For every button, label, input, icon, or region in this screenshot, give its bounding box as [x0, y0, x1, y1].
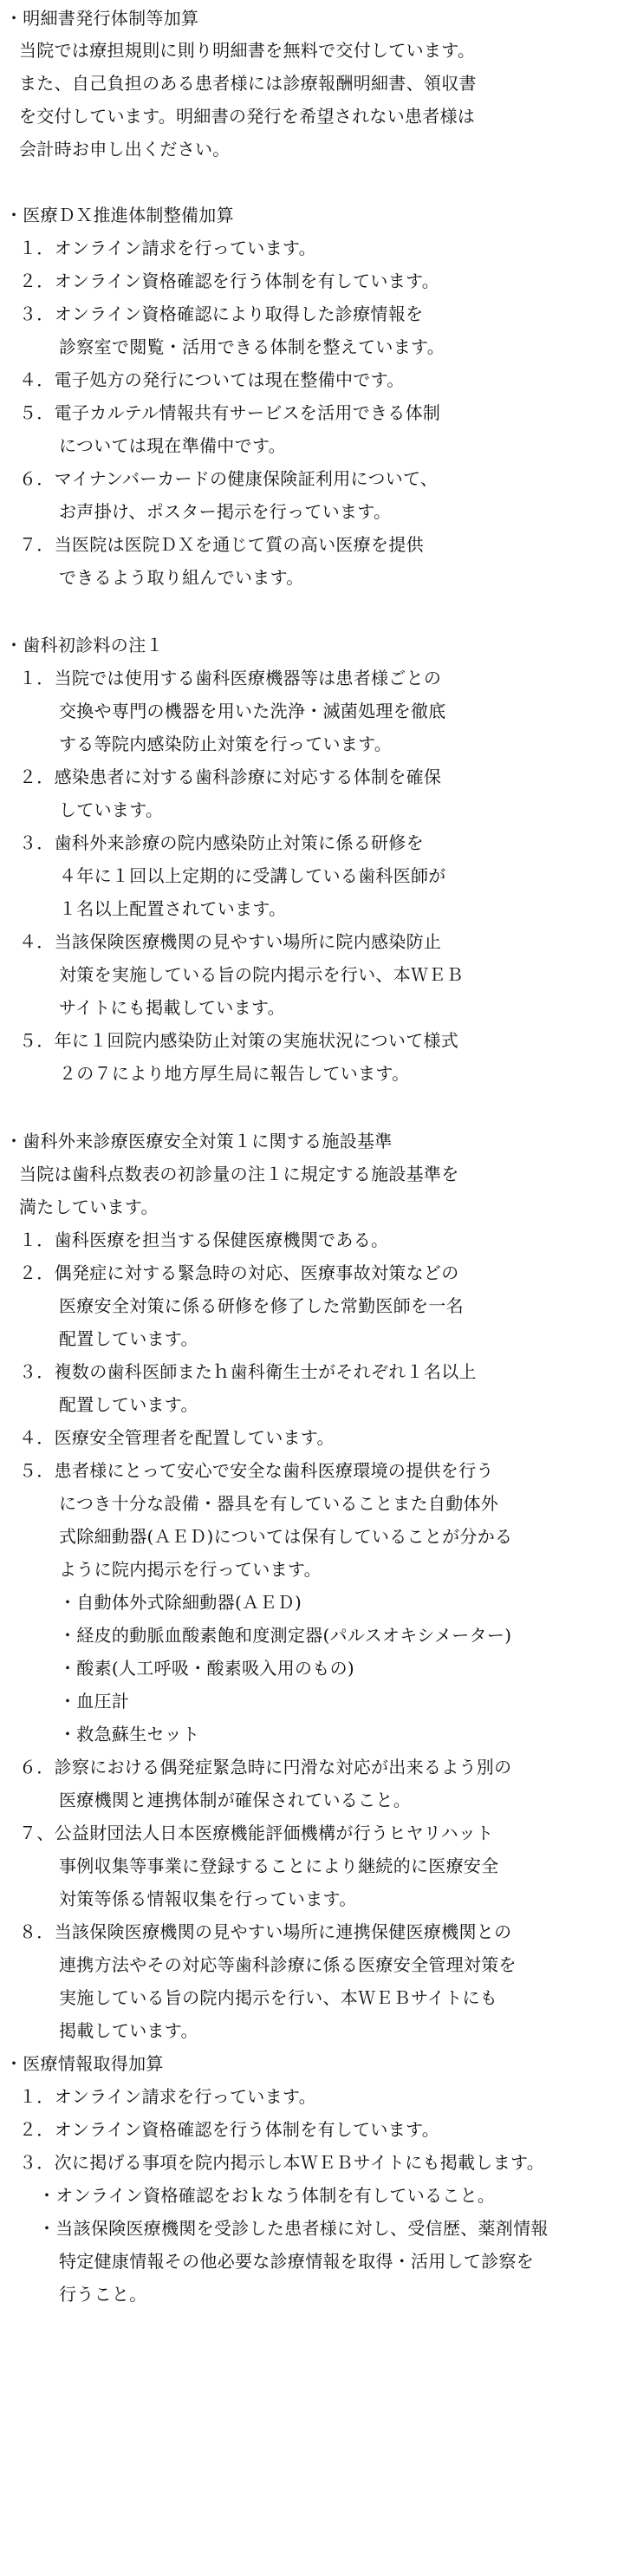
- list-item-continuation: 診察室で閲覧・活用できる体制を整えています。: [59, 336, 445, 357]
- text-line: また、自己負担のある患者様には診療報酬明細書、領収書: [19, 73, 477, 94]
- bullet-item: ・酸素(人工呼吸・酸素吸入用のもの): [59, 1658, 355, 1679]
- list-item: ４．当該保険医療機関の見やすい場所に院内感染防止: [19, 931, 442, 952]
- list-item: ３．複数の歯科医師またｈ歯科衛生士がそれぞれ１名以上: [19, 1361, 477, 1382]
- list-item-continuation: 対策等係る情報収集を行っています。: [59, 1888, 357, 1909]
- section-heading: ・歯科初診料の注１: [5, 635, 164, 655]
- bullet-item: ・オンライン資格確認をおｋなう体制を有していること。: [38, 2185, 496, 2206]
- list-item-continuation: 連携方法やその対応等歯科診療に係る医療安全管理対策を: [59, 1954, 517, 1975]
- text-line: 当院では療担規則に則り明細書を無料で交付しています。: [19, 40, 476, 61]
- list-item: ２．オンライン資格確認を行う体制を有しています。: [19, 271, 439, 291]
- list-item-continuation: １名以上配置されています。: [59, 898, 287, 919]
- text-line: を交付しています。明細書の発行を希望されない患者様は: [19, 106, 476, 127]
- list-item: １．歯科医療を担当する保健医療機関である。: [19, 1229, 389, 1250]
- list-item-continuation: 交換や専門の機器を用いた洗浄・滅菌処理を徹底: [59, 701, 446, 721]
- section-heading: ・医療情報取得加算: [5, 2053, 164, 2074]
- text-line: 満たしています。: [19, 1197, 159, 1217]
- list-item: ２．感染患者に対する歯科診療に対応する体制を確保: [19, 766, 442, 787]
- list-item-continuation: 掲載しています。: [59, 2020, 198, 2041]
- list-item: ２．オンライン資格確認を行う体制を有しています。: [19, 2119, 439, 2140]
- list-item: ５．患者様にとって安心で安全な歯科医療環境の提供を行う: [19, 1460, 494, 1481]
- section-heading: ・医療ＤＸ推進体制整備加算: [5, 205, 234, 225]
- list-item: ８．当該保険医療機関の見やすい場所に連携保健医療機関との: [19, 1921, 512, 1942]
- bullet-item: ・経皮的動脈血酸素飽和度測定器(パルスオキシメーター): [59, 1625, 512, 1646]
- text-line: 当院は歯科点数表の初診量の注１に規定する施設基準を: [19, 1164, 459, 1184]
- list-item: ２．偶発症に対する緊急時の対応、医療事故対策などの: [19, 1262, 459, 1283]
- section-heading: ・歯科外来診療医療安全対策１に関する施設基準: [5, 1131, 393, 1151]
- list-item: ７、公益財団法人日本医療機能評価機構が行うヒヤリハット: [19, 1823, 494, 1843]
- list-item: ３．次に掲げる事項を院内掲示し本ＷＥＢサイトにも掲載します。: [19, 2152, 544, 2173]
- list-item: １．オンライン請求を行っています。: [19, 238, 316, 258]
- list-item-continuation: サイトにも掲載しています。: [59, 997, 285, 1018]
- list-item-continuation: ように院内掲示を行っています。: [59, 1559, 322, 1580]
- list-item: ４．電子処方の発行については現在整備中です。: [19, 369, 405, 390]
- list-item-continuation: 実施している旨の院内掲示を行い、本ＷＥＢサイトにも: [59, 1987, 498, 2008]
- list-item-continuation: 医療安全対策に係る研修を修了した常勤医師を一名: [59, 1295, 464, 1316]
- list-item-continuation: 配置しています。: [59, 1328, 198, 1349]
- list-item-continuation: ２の７により地方厚生局に報告しています。: [59, 1063, 410, 1084]
- list-item: ６．診察における偶発症緊急時に円滑な対応が出来るよう別の: [19, 1757, 512, 1777]
- list-item-continuation: については現在準備中です。: [59, 435, 286, 456]
- list-item: ５．電子カルテル情報共有サービスを活用できる体制: [19, 402, 441, 423]
- list-item-continuation: 式除細動器(ＡＥＤ)については保有していることが分かる: [59, 1526, 513, 1547]
- list-item-continuation: 行うこと。: [59, 2284, 147, 2305]
- list-item: ６．マイナンバーカードの健康保険証利用について、: [19, 468, 439, 489]
- list-item-continuation: 事例収集等事業に登録することにより継続的に医療安全: [59, 1855, 499, 1876]
- list-item: ５．年に１回院内感染防止対策の実施状況について様式: [19, 1030, 459, 1051]
- list-item: ３．オンライン資格確認により取得した診療情報を: [19, 303, 424, 324]
- list-item: １．オンライン請求を行っています。: [19, 2086, 316, 2107]
- list-item: ３．歯科外来診療の院内感染防止対策に係る研修を: [19, 832, 424, 853]
- list-item-continuation: する等院内感染防止対策を行っています。: [59, 734, 393, 754]
- bullet-item: ・血圧計: [59, 1691, 130, 1712]
- text-line: 会計時お申し出ください。: [19, 139, 231, 160]
- list-item-continuation: 特定健康情報その他必要な診療情報を取得・活用して診察を: [59, 2251, 535, 2272]
- list-item-continuation: ４年に１回以上定期的に受講している歯科医師が: [59, 865, 446, 886]
- bullet-item: ・自動体外式除細動器(ＡＥＤ): [59, 1592, 302, 1613]
- list-item-continuation: につき十分な設備・器具を有していることまた自動体外: [59, 1493, 499, 1514]
- list-item-continuation: お声掛け、ポスター掲示を行っています。: [59, 501, 392, 522]
- list-item-continuation: 配置しています。: [59, 1394, 198, 1415]
- list-item: ４．医療安全管理者を配置しています。: [19, 1427, 335, 1448]
- bullet-item: ・当該保険医療機関を受診した患者様に対し、受信歴、薬剤情報: [38, 2218, 549, 2239]
- list-item-continuation: しています。: [59, 799, 164, 820]
- list-item-continuation: 対策を実施している旨の院内掲示を行い、本ＷＥＢ: [59, 964, 464, 985]
- bullet-item: ・救急蘇生セット: [59, 1724, 200, 1745]
- list-item: ７．当医院は医院ＤＸを通じて質の高い医療を提供: [19, 534, 424, 555]
- list-item-continuation: できるよう取り組んでいます。: [59, 567, 304, 588]
- section-heading: ・明細書発行体制等加算: [5, 8, 199, 29]
- list-item: １．当院では使用する歯科医療機器等は患者様ごとの: [19, 668, 442, 688]
- list-item-continuation: 医療機関と連携体制が確保されていること。: [59, 1790, 411, 1810]
